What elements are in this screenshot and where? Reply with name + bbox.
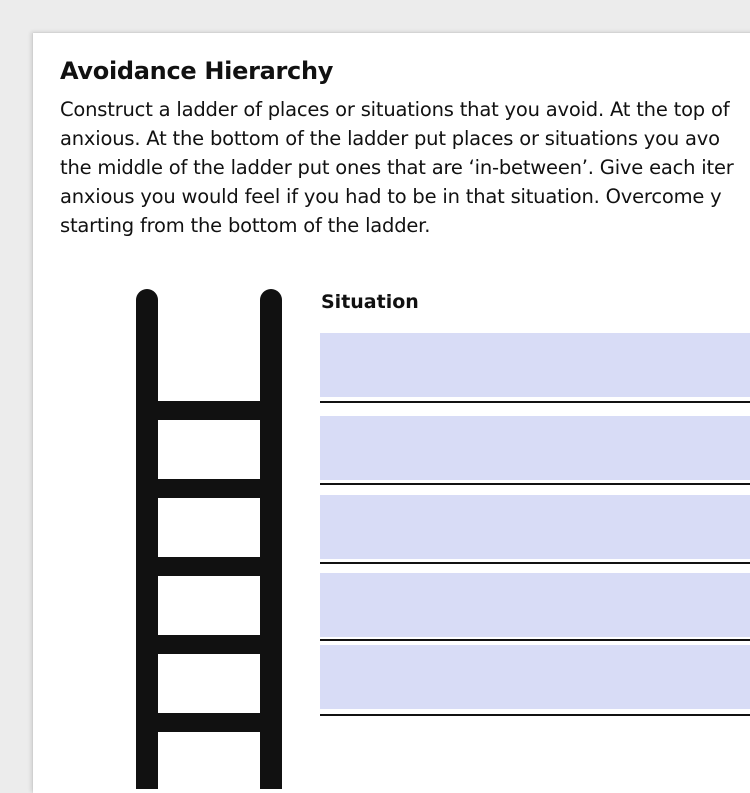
ladder-rung bbox=[147, 557, 271, 576]
instruction-line: the middle of the ladder put ones that are ‘in-between’. Give each iter bbox=[60, 156, 734, 179]
situation-underline bbox=[320, 401, 750, 403]
situation-column-header: Situation bbox=[321, 291, 419, 313]
ladder-rung bbox=[147, 635, 271, 654]
ladder-rungs bbox=[147, 401, 271, 732]
situation-underline bbox=[320, 639, 750, 641]
situation-underline bbox=[320, 714, 750, 716]
instructions-paragraph bbox=[60, 95, 750, 240]
situation-field-1[interactable] bbox=[320, 333, 750, 397]
ladder-rung bbox=[147, 713, 271, 732]
worksheet-title: Avoidance Hierarchy bbox=[60, 57, 334, 85]
instruction-line: anxious. At the bottom of the ladder put places or situations you avo bbox=[60, 127, 720, 150]
ladder-rung bbox=[147, 401, 271, 420]
situation-field-3[interactable] bbox=[320, 495, 750, 559]
situation-field-2[interactable] bbox=[320, 416, 750, 480]
instruction-line: Construct a ladder of places or situations that you avoid. At the top of bbox=[60, 98, 730, 121]
worksheet-page bbox=[33, 33, 750, 793]
situation-underline bbox=[320, 483, 750, 485]
situation-field-5[interactable] bbox=[320, 645, 750, 709]
instruction-line: starting from the bottom of the ladder. bbox=[60, 214, 431, 237]
instruction-line: anxious you would feel if you had to be in that situation. Overcome y bbox=[60, 185, 722, 208]
ladder-icon bbox=[133, 289, 293, 789]
situation-underline bbox=[320, 562, 750, 564]
situation-field-4[interactable] bbox=[320, 573, 750, 637]
ladder-rung bbox=[147, 479, 271, 498]
